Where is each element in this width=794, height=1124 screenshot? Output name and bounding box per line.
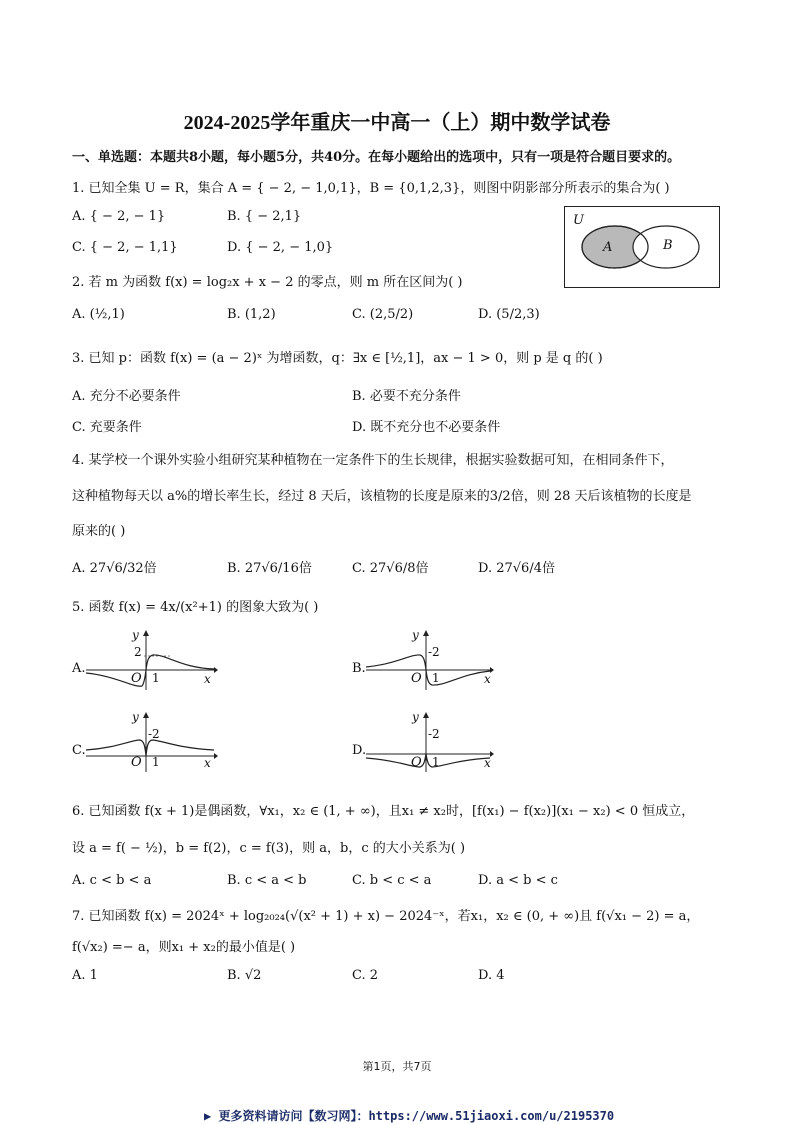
q6-option-d: D. a < b < c [478, 873, 558, 888]
q4-option-b: B. 27√6/16倍 [227, 561, 312, 576]
graph-a [86, 628, 218, 690]
origin-label: O [411, 671, 422, 686]
q6-line2: 设 a = f( − ½)，b = f(2)，c = f(3)，则 a，b，c 的大小关系为( ) [72, 841, 466, 856]
graph-b [366, 628, 498, 690]
axis-x-label: x [204, 756, 211, 770]
origin-label: O [131, 671, 142, 686]
axis-y-label: y [132, 710, 139, 724]
axis-x-label: x [484, 672, 491, 686]
axis-y-label: y [412, 628, 419, 642]
q2-option-b: B. (1,2) [227, 307, 276, 322]
q1-option-d: D. { − 2, − 1,0} [227, 240, 334, 255]
axis-x-label: x [204, 672, 211, 686]
q4-option-c: C. 27√6/8倍 [352, 561, 429, 576]
q2-option-a: A. (½,1) [72, 307, 125, 322]
q7-option-b: B. √2 [227, 968, 262, 983]
axis-y-label: y [412, 710, 419, 724]
graph-d [366, 710, 498, 772]
q6-line1: 6. 已知函数 f(x + 1)是偶函数，∀x₁，x₂ ∈ (1, + ∞)，且x₁ ≠ x₂时，[f(x₁) − f(x₂)](x₁ − x₂) < 0 恒成立， [72, 804, 695, 819]
q5-stem: 5. 函数 f(x) = 4x/(x²+1) 的图象大致为( ) [72, 600, 319, 615]
q1-option-c: C. { − 2, − 1,1} [72, 240, 178, 255]
q1-option-b: B. { − 2,1} [227, 209, 302, 224]
venn-label-u: U [573, 213, 584, 228]
page-title: 2024-2025学年重庆一中高一（上）期中数学试卷 [183, 112, 611, 134]
q5-option-c: C. [72, 743, 86, 758]
q3-option-a: A. 充分不必要条件 [72, 389, 181, 404]
venn-label-b: B [663, 238, 673, 253]
q3-option-d: D. 既不充分也不必要条件 [352, 420, 501, 435]
page-number: 第1页，共7页 [362, 1060, 432, 1073]
q7-option-d: D. 4 [478, 968, 505, 983]
q1-stem: 1. 已知全集 U = R，集合 A = { − 2, − 1,0,1}，B = {0,1,2,3}，则图中阴影部分所表示的集合为( ) [72, 181, 670, 196]
q5-option-a: A. [72, 661, 86, 676]
q3-stem: 3. 已知 p：函数 f(x) = (a − 2)ˣ 为增函数，q：∃x ∈ [½,1]，ax − 1 > 0，则 p 是 q 的( ) [72, 351, 603, 366]
q4-option-d: D. 27√6/4倍 [478, 561, 555, 576]
q7-line2: f(√x₂) =− a，则x₁ + x₂的最小值是( ) [72, 940, 296, 955]
q5-option-b: B. [352, 661, 366, 676]
tick-label: -2 [428, 645, 440, 659]
tick-label: 1 [152, 671, 160, 685]
q7-option-c: C. 2 [352, 968, 379, 983]
q3-option-b: B. 必要不充分条件 [352, 389, 461, 404]
section-heading: 一、单选题：本题共8小题，每小题5分，共40分。在每小题给出的选项中，只有一项是符合题目要求的。 [72, 150, 681, 165]
q1-option-a: A. { − 2, − 1} [72, 209, 166, 224]
q4-line2: 这种植物每天以 a%的增长率生长，经过 8 天后，该植物的长度是原来的3/2倍，则 28 天后该植物的长度是 [72, 489, 692, 504]
q4-option-a: A. 27√6/32倍 [72, 561, 157, 576]
tick-label: 1 [432, 755, 440, 769]
tick-label: -2 [148, 727, 160, 741]
q4-line1: 4. 某学校一个课外实验小组研究某种植物在一定条件下的生长规律，根据实验数据可知，在相同条件下， [72, 453, 674, 468]
axis-x-label: x [484, 756, 491, 770]
q5-option-d: D. [352, 743, 367, 758]
q7-option-a: A. 1 [72, 968, 98, 983]
q2-option-d: D. (5/2,3) [478, 307, 540, 322]
tick-label: 2 [134, 645, 142, 659]
axis-y-label: y [132, 628, 139, 642]
q3-option-c: C. 充要条件 [72, 420, 142, 435]
tick-label: 1 [152, 755, 160, 769]
q6-option-a: A. c < b < a [72, 873, 152, 888]
q6-option-b: B. c < a < b [227, 873, 307, 888]
tick-label: 1 [432, 671, 440, 685]
origin-label: O [131, 755, 142, 770]
graph-c [86, 710, 218, 772]
origin-label: O [411, 755, 422, 770]
q7-line1: 7. 已知函数 f(x) = 2024ˣ + log₂₀₂₄(√(x² + 1) + x) − 2024⁻ˣ，若x₁，x₂ ∈ (0, + ∞)且 f(√x₁ − 2) = a， [72, 909, 700, 924]
venn-label-a: A [603, 240, 613, 255]
tick-label: -2 [428, 727, 440, 741]
venn-diagram [564, 206, 720, 288]
resource-link[interactable]: ▶ 更多资料请访问【数习网】：https://www.51jiaoxi.com/u/2195370 [204, 1109, 615, 1123]
q2-stem: 2. 若 m 为函数 f(x) = log₂x + x − 2 的零点，则 m 所在区间为( ) [72, 275, 463, 290]
q6-option-c: C. b < c < a [352, 873, 432, 888]
q2-option-c: C. (2,5/2) [352, 307, 414, 322]
q4-line3: 原来的( ) [72, 524, 126, 539]
